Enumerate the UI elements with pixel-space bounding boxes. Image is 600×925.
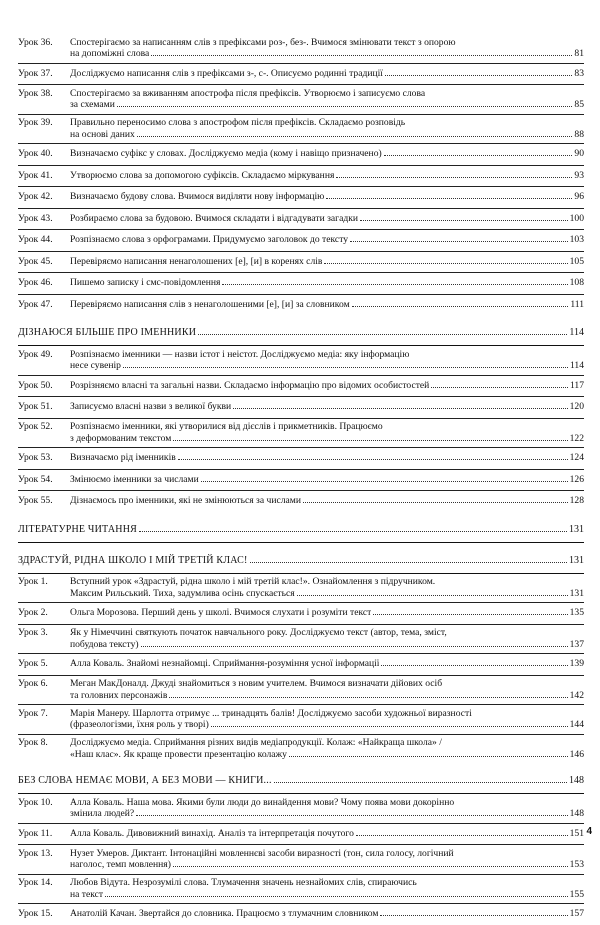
- entry-page: 120: [569, 401, 584, 412]
- toc-entry: [18, 115, 584, 145]
- lesson-label: Урок 37.: [18, 67, 53, 79]
- section-title: ДІЗНАЮСЯ БІЛЬШЕ ПРО ІМЕННИКИ: [18, 327, 197, 338]
- entry-title-line: Перевіряємо написання слів з ненаголошеними [е], [и] за словником: [70, 298, 350, 310]
- dot-leader: [137, 135, 573, 137]
- entry-title-line: Перевіряємо написання ненаголошених [е], [и] в коренях слів: [70, 255, 323, 267]
- dot-leader: [289, 755, 568, 757]
- dot-leader: [141, 645, 568, 647]
- entry-title-line: Як у Німеччині святкують початок навчального року. Досліджуємо текст (автор, тема, зміст,: [70, 627, 447, 638]
- dot-leader: [380, 914, 567, 916]
- toc-entry: [18, 64, 584, 86]
- lesson-label: Урок 5.: [18, 658, 48, 669]
- entry-title-line: змінила людей?: [70, 808, 135, 819]
- dot-leader: [136, 814, 568, 816]
- toc-entry: [18, 187, 584, 209]
- toc-entry: [18, 574, 584, 604]
- entry-page: 83: [574, 67, 584, 79]
- entry-page: 139: [569, 658, 584, 669]
- toc-section-heading: [18, 321, 584, 346]
- table-of-contents: [18, 34, 584, 925]
- dot-leader: [350, 240, 568, 242]
- toc-entry: [18, 875, 584, 905]
- entry-page: 96: [574, 191, 584, 202]
- entry-page: 144: [569, 719, 584, 730]
- entry-page: 137: [569, 638, 584, 650]
- toc-entry: [18, 491, 584, 512]
- dot-leader: [139, 531, 567, 532]
- entry-title-line: Нузет Умеров. Диктант. Інтонаційні мовленнєві засоби виразності (тон, сила голосу, логічний: [70, 847, 454, 859]
- lesson-label: Урок 14.: [18, 877, 53, 888]
- toc-entry: [18, 295, 584, 316]
- lesson-label: Урок 6.: [18, 678, 48, 689]
- toc-entry: [18, 845, 584, 875]
- dot-leader: [324, 262, 567, 264]
- entry-title-line: Розпізнаємо слова з орфограмами. Придумуємо заголовок до тексту: [70, 234, 349, 245]
- toc-entry: [18, 397, 584, 419]
- entry-title-line: Максим Рильський. Тиха, задумлива осінь спускається: [70, 587, 295, 599]
- section-page: 131: [569, 523, 584, 535]
- entry-title-line: Алла Коваль. Дивовижний винахід. Аналіз та інтерпретація почутого: [70, 827, 354, 839]
- lesson-label: Урок 13.: [18, 847, 53, 859]
- entry-title-line: на текст: [70, 888, 104, 900]
- dot-leader: [198, 334, 567, 335]
- dot-leader: [211, 725, 568, 727]
- dot-leader: [274, 782, 567, 783]
- lesson-label: Урок 36.: [18, 36, 53, 48]
- lesson-label: Урок 8.: [18, 737, 48, 748]
- section-page: 148: [569, 775, 584, 786]
- dot-leader: [352, 305, 569, 307]
- entry-page: 88: [574, 128, 584, 140]
- entry-title-line: Утворюємо слова за допомогою суфіксів. Складаємо міркування: [70, 169, 335, 181]
- toc-section-heading: [18, 518, 584, 543]
- section-title: ЗДРАСТУЙ, РІДНА ШКОЛО І МІЙ ТРЕТІЙ КЛАС!: [18, 554, 248, 566]
- entry-title-line: Правильно переносимо слова з апострофом після префіксів. Складаємо розповідь: [70, 117, 406, 128]
- entry-page: 153: [569, 859, 584, 870]
- section-page: 114: [569, 327, 584, 338]
- entry-title-line: Змінюємо іменники за числами: [70, 473, 199, 485]
- entry-title-line: Алла Коваль. Знайомі незнайомці. Сприймання-розуміння усної інформації: [70, 658, 380, 669]
- entry-title-line: Пишемо записку і смс-повідомлення: [70, 277, 221, 288]
- section-page: 131: [569, 554, 584, 566]
- toc-entry: [18, 34, 584, 64]
- toc-entry: [18, 209, 584, 231]
- dot-leader: [326, 197, 572, 199]
- entry-page: 148: [569, 808, 584, 819]
- lesson-label: Урок 41.: [18, 169, 53, 181]
- entry-page: 93: [574, 169, 584, 181]
- lesson-label: Урок 44.: [18, 234, 53, 245]
- dot-leader: [431, 386, 568, 388]
- entry-page: 131: [569, 587, 584, 599]
- entry-page: 103: [569, 234, 584, 245]
- entry-title-line: за схемами: [70, 99, 115, 110]
- dot-leader: [384, 154, 573, 156]
- dot-leader: [336, 176, 572, 178]
- toc-entry: [18, 625, 584, 655]
- entry-title-line: Дізнаємось про іменники, які не змінюються за числами: [70, 495, 301, 506]
- entry-title-line: «Наш клас». Як краще провести презентацію колажу: [70, 748, 287, 760]
- lesson-label: Урок 1.: [18, 576, 48, 587]
- entry-title-line: Анатолій Качан. Звертайся до словника. Працюємо з тлумачним словником: [70, 908, 379, 919]
- entry-title-line: наголос, темп мовлення): [70, 859, 171, 870]
- entry-title-line: Визначаємо суфікс у словах. Досліджуємо медіа (кому і навіщо призначено): [70, 148, 382, 159]
- toc-entry: [18, 448, 584, 470]
- entry-title-line: Записуємо власні назви з великої букви: [70, 401, 232, 412]
- lesson-label: Урок 15.: [18, 908, 53, 919]
- entry-title-line: Визначаємо будову слова. Вчимося виділяти нову інформацію: [70, 191, 325, 202]
- toc-entry: [18, 273, 584, 295]
- entry-page: 114: [569, 360, 584, 371]
- lesson-label: Урок 53.: [18, 452, 53, 463]
- lesson-label: Урок 49.: [18, 348, 53, 360]
- entry-title-line: на допоміжні слова: [70, 48, 150, 59]
- lesson-label: Урок 40.: [18, 148, 53, 159]
- lesson-label: Урок 2.: [18, 607, 48, 618]
- entry-page: 157: [569, 908, 584, 919]
- lesson-label: Урок 11.: [18, 827, 53, 839]
- toc-entry: [18, 603, 584, 625]
- entry-title-line: Спостерігаємо за написанням слів з префіксами роз-, без-. Вчимося змінювати текст з опорою: [70, 36, 456, 48]
- lesson-label: Урок 10.: [18, 796, 53, 808]
- entry-page: 155: [569, 888, 584, 900]
- lesson-label: Урок 54.: [18, 473, 53, 485]
- toc-entry: [18, 705, 584, 735]
- entry-title-line: Розбираємо слова за будовою. Вчимося складати і відгадувати загадки: [70, 212, 359, 224]
- entry-page: 135: [569, 607, 584, 618]
- entry-title-line: Розпізнаємо іменники — назви істот і неістот. Досліджуємо медіа: яку інформацію: [70, 348, 410, 360]
- entry-title-line: Визначаємо рід іменників: [70, 452, 176, 463]
- lesson-label: Урок 50.: [18, 379, 53, 391]
- entry-title-line: Любов Відута. Незрозумілі слова. Тлумачення значень незнайомих слів, спираючись: [70, 877, 417, 888]
- dot-leader: [178, 458, 568, 460]
- entry-title-line: Вступний урок «Здрастуй, рідна школо і мій третій клас!». Ознайомлення з підручником.: [70, 576, 436, 587]
- entry-title-line: Алла Коваль. Наша мова. Якими були люди до винайдення мови? Чому поява мови докорінно: [70, 796, 455, 808]
- dot-leader: [303, 501, 568, 503]
- toc-section-heading: [18, 549, 584, 574]
- toc-entry: [18, 676, 584, 706]
- entry-page: 128: [569, 495, 584, 506]
- dot-leader: [233, 407, 567, 409]
- entry-title-line: побудова тексту): [70, 638, 139, 650]
- dot-leader: [250, 562, 567, 563]
- dot-leader: [169, 696, 567, 698]
- entry-title-line: (фразеологізми, їхня роль у творі): [70, 719, 209, 730]
- entry-title-line: Досліджуємо медіа. Сприймання різних видів медіапродукції. Колаж: «Найкраща школа» /: [70, 737, 442, 748]
- dot-leader: [385, 74, 572, 76]
- lesson-label: Урок 38.: [18, 87, 53, 99]
- toc-entry: [18, 904, 584, 925]
- dot-leader: [373, 613, 567, 615]
- entry-title-line: Спостерігаємо за вживанням апострофа після префіксів. Утворюємо і записуємо слова: [70, 87, 426, 99]
- entry-page: 151: [569, 827, 584, 839]
- entry-title-line: несе сувенір: [70, 360, 121, 371]
- lesson-label: Урок 42.: [18, 191, 53, 202]
- lesson-label: Урок 3.: [18, 627, 48, 638]
- toc-entry: [18, 144, 584, 166]
- dot-leader: [173, 439, 567, 441]
- toc-entry: [18, 166, 584, 188]
- entry-page: 146: [569, 748, 584, 760]
- entry-title-line: Марія Манеру. Шарлотта отримує ... тринадцять балів! Досліджуємо засоби художньої виразності: [70, 707, 472, 719]
- lesson-label: Урок 52.: [18, 421, 53, 432]
- toc-entry: [18, 346, 584, 376]
- lesson-label: Урок 55.: [18, 495, 53, 506]
- toc-entry: [18, 230, 584, 252]
- dot-leader: [173, 865, 568, 867]
- section-title: БЕЗ СЛОВА НЕМАЄ МОВИ, А БЕЗ МОВИ — КНИГИ...: [18, 775, 272, 786]
- lesson-label: Урок 39.: [18, 117, 53, 128]
- entry-page: 117: [569, 379, 584, 391]
- entry-page: 90: [574, 148, 584, 159]
- entry-page: 85: [574, 99, 584, 110]
- lesson-label: Урок 47.: [18, 298, 53, 310]
- entry-page: 108: [569, 277, 584, 288]
- entry-page: 122: [569, 432, 584, 444]
- toc-entry: [18, 735, 584, 764]
- entry-title-line: Розпізнаємо іменники, які утворилися від дієслів і прикметників. Працюємо: [70, 421, 383, 432]
- lesson-label: Урок 43.: [18, 212, 53, 224]
- toc-section-heading: [18, 769, 584, 794]
- toc-entry: [18, 252, 584, 274]
- toc-entry: [18, 470, 584, 492]
- toc-entry: [18, 419, 584, 449]
- lesson-label: Урок 7.: [18, 707, 48, 719]
- entry-page: 124: [569, 452, 584, 463]
- dot-leader: [151, 54, 572, 56]
- dot-leader: [297, 594, 568, 596]
- entry-page: 105: [569, 255, 584, 267]
- lesson-label: Урок 51.: [18, 401, 53, 412]
- entry-title-line: Розрізняємо власні та загальні назви. Складаємо інформацію про відомих особистостей: [70, 379, 430, 391]
- toc-entry: [18, 794, 584, 824]
- dot-leader: [222, 283, 567, 285]
- entry-title-line: Ольга Морозова. Перший день у школі. Вчимося слухати і розуміти текст: [70, 607, 372, 618]
- dot-leader: [381, 664, 567, 666]
- entry-title-line: та головних персонажів: [70, 689, 168, 701]
- entry-page: 126: [569, 473, 584, 485]
- toc-entry: [18, 654, 584, 676]
- dot-leader: [201, 480, 568, 482]
- dot-leader: [123, 366, 568, 368]
- entry-page: 111: [570, 298, 584, 310]
- toc-entry: [18, 85, 584, 115]
- lesson-label: Урок 45.: [18, 255, 53, 267]
- lesson-label: Урок 46.: [18, 277, 53, 288]
- entry-title-line: з деформованим текстом: [70, 432, 172, 444]
- entry-title-line: Досліджуємо написання слів з префіксами з-, с-. Описуємо родинні традиції: [70, 67, 383, 79]
- dot-leader: [105, 895, 567, 897]
- entry-title-line: на основі даних: [70, 128, 135, 140]
- entry-page: 100: [569, 212, 584, 224]
- toc-entry: [18, 376, 584, 398]
- dot-leader: [356, 834, 568, 836]
- dot-leader: [360, 219, 568, 221]
- entry-page: 142: [569, 689, 584, 701]
- page-number: 4: [586, 826, 592, 837]
- entry-page: 81: [574, 48, 584, 59]
- section-title: ЛІТЕРАТУРНЕ ЧИТАННЯ: [18, 523, 138, 535]
- entry-title-line: Меган МакДоналд. Джуді знайомиться з новим учителем. Вчимося визначати дійових осіб: [70, 678, 443, 689]
- dot-leader: [117, 105, 573, 107]
